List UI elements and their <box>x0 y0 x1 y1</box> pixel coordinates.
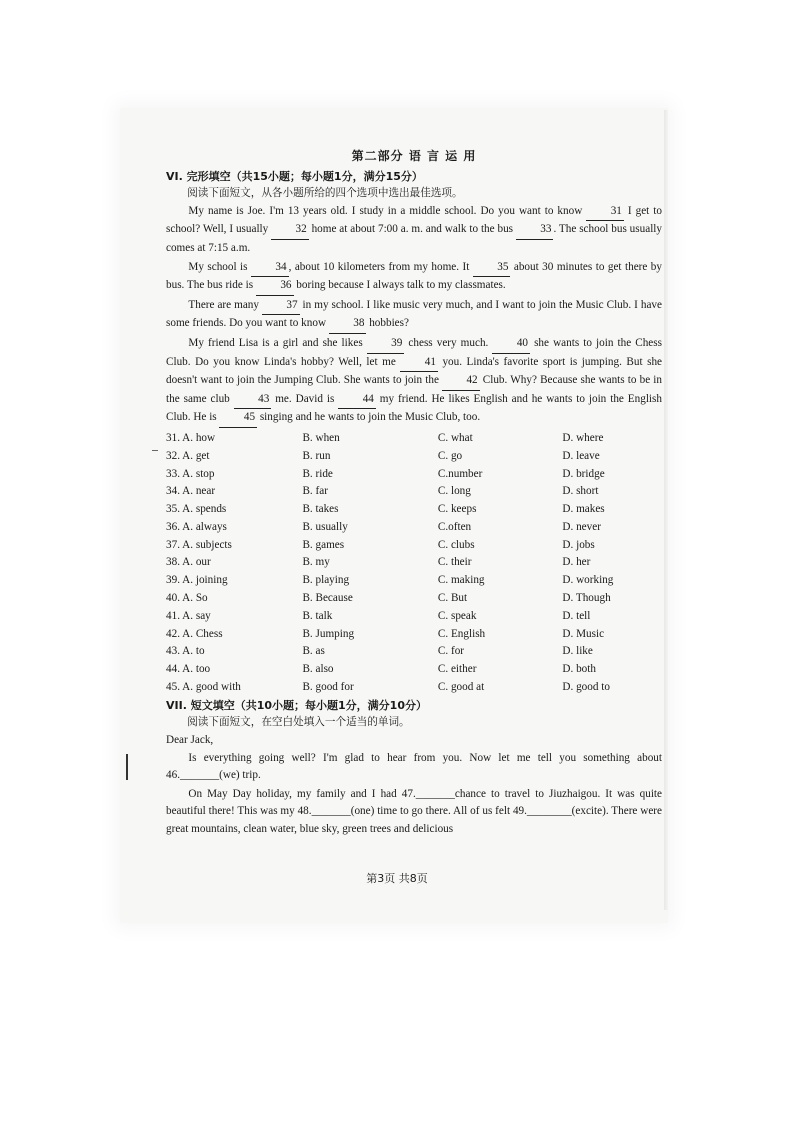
blank-33: 33 <box>516 221 554 240</box>
option-row-37 <box>166 537 662 555</box>
section-7-title: VII. 短文填空（共10小题；每小题1分，满分10分） <box>166 698 427 712</box>
blank-43: 43 <box>234 391 272 410</box>
option-row-44 <box>166 661 662 679</box>
section-6-instruction: 阅读下面短文，从各小题所给的四个选项中选出最佳选项。 <box>187 187 463 200</box>
text: chess very much. <box>404 336 493 349</box>
text: she wants to join the Chess Club. Do you know Linda's hobby? Well, let me <box>166 336 662 368</box>
option-b: B. good for <box>302 681 354 694</box>
blank-34: 34 <box>251 259 289 278</box>
option-a: 34. A. near <box>166 485 216 498</box>
option-a: 45. A. good with <box>166 681 241 694</box>
page-content <box>166 148 662 840</box>
blank-39: 39 <box>367 335 405 354</box>
option-d: D. Music <box>562 627 605 640</box>
options-list <box>166 430 662 697</box>
margin-tick-mark <box>152 450 158 451</box>
option-a: 38. A. our <box>166 556 211 569</box>
text: singing and he wants to join the Music Club, too. <box>257 411 481 424</box>
option-c: C. either <box>437 663 477 676</box>
option-b: B. Because <box>302 592 353 605</box>
text: about 30 minutes to get there by bus. The bus ride is <box>166 260 662 292</box>
option-a: 33. A. stop <box>166 467 215 480</box>
option-row-39 <box>166 572 662 590</box>
option-a: 31. A. how <box>166 431 216 444</box>
option-d: D. tell <box>562 609 591 622</box>
option-c: C. go <box>437 449 463 462</box>
text: my friend. He likes English and he wants to join the English Club. He is <box>166 392 662 424</box>
text: I get to school? Well, I usually <box>166 204 662 236</box>
blank-45: 45 <box>219 409 257 428</box>
option-c: C. long <box>437 485 471 498</box>
text: , about 10 kilometers from my home. It <box>288 260 473 273</box>
option-d: D. both <box>562 663 596 676</box>
option-c: C. But <box>437 592 468 605</box>
cloze-paragraph-3 <box>166 297 662 334</box>
option-a: 42. A. Chess <box>166 627 223 640</box>
option-row-40 <box>166 590 662 608</box>
cloze-paragraph-1 <box>166 203 662 258</box>
option-d: D. good to <box>562 681 610 694</box>
option-c: C. for <box>437 645 465 658</box>
option-b: B. games <box>302 538 345 551</box>
option-c: C. clubs <box>437 538 475 551</box>
letter-greeting: Dear Jack, <box>166 734 214 747</box>
option-c: C.number <box>437 467 483 480</box>
option-row-31 <box>166 430 662 448</box>
option-b: B. playing <box>302 574 350 587</box>
letter-paragraph-2: On May Day holiday, my family and I had 47._______chance to travel to Jiuzhaigou. It was quite beautiful there! This was my 48._______(one) time to go there. All of us felt 49.________(excite). There were great mountains, clean water, blue sky, green trees and delicious <box>166 787 662 836</box>
option-c: C. their <box>437 556 472 569</box>
option-row-36 <box>166 519 662 537</box>
option-d: D. never <box>562 520 601 533</box>
text: hobbies? <box>366 317 409 330</box>
option-b: B. far <box>302 485 328 498</box>
option-a: 32. A. get <box>166 449 210 462</box>
option-b: B. talk <box>302 609 333 622</box>
option-b: B. Jumping <box>302 627 355 640</box>
margin-pen-mark <box>126 754 128 780</box>
text: home at about 7:00 a. m. and walk to the bus <box>308 223 516 236</box>
option-b: B. when <box>302 431 340 444</box>
option-a: 43. A. to <box>166 645 205 658</box>
text: There are many <box>188 298 262 311</box>
option-row-38 <box>166 554 662 572</box>
blank-41: 41 <box>400 354 438 373</box>
blank-32: 32 <box>271 221 309 240</box>
cloze-paragraph-4 <box>166 335 662 428</box>
blank-35: 35 <box>473 259 511 278</box>
option-c: C. English <box>437 627 486 640</box>
part-title: 第二部分 语 言 运 用 <box>351 149 477 163</box>
option-a: 41. A. say <box>166 609 211 622</box>
option-d: D. Though <box>562 592 611 605</box>
option-d: D. her <box>562 556 591 569</box>
text: me. David is <box>271 392 339 405</box>
text: . The school bus usually comes at 7:15 a.m. <box>166 223 662 254</box>
option-row-42 <box>166 626 662 644</box>
option-b: B. also <box>302 663 334 676</box>
cloze-paragraph-2 <box>166 259 662 296</box>
option-row-33 <box>166 466 662 484</box>
option-row-41 <box>166 608 662 626</box>
option-c: C. keeps <box>437 503 477 516</box>
option-b: B. usually <box>302 520 348 533</box>
paper-edge-shadow <box>664 110 668 910</box>
text: My school is <box>188 260 251 273</box>
option-a: 40. A. So <box>166 592 208 605</box>
option-d: D. like <box>562 645 593 658</box>
option-c: C.often <box>437 520 472 533</box>
option-d: D. makes <box>562 503 605 516</box>
option-c: C. speak <box>437 609 477 622</box>
option-b: B. takes <box>302 503 339 516</box>
option-d: D. jobs <box>562 538 595 551</box>
option-a: 35. A. spends <box>166 503 227 516</box>
text: My name is Joe. I'm 13 years old. I study in a middle school. Do you want to know <box>188 204 587 217</box>
option-row-45 <box>166 679 662 697</box>
section-7-instruction: 阅读下面短文，在空白处填入一个适当的单词。 <box>187 716 410 729</box>
page-footer: 第3页 共8页 <box>366 872 428 885</box>
text: in my school. I like music very much, and I want to join the Music Club. I have some friends. Do you want to know <box>166 298 662 330</box>
text: Club. Why? Because she wants to be in the same club <box>166 374 662 405</box>
option-a: 36. A. always <box>166 520 227 533</box>
option-b: B. run <box>302 449 331 462</box>
option-row-32 <box>166 448 662 466</box>
option-b: B. ride <box>302 467 333 480</box>
blank-36: 36 <box>256 277 294 296</box>
blank-44: 44 <box>338 391 376 410</box>
blank-40: 40 <box>492 335 530 354</box>
option-b: B. my <box>302 556 330 569</box>
section-6-title: VI. 完形填空（共15小题；每小题1分，满分15分） <box>166 169 423 183</box>
option-d: D. where <box>562 431 604 444</box>
blank-38: 38 <box>329 315 367 334</box>
option-c: C. what <box>437 431 473 444</box>
text: you. Linda's favorite sport is jumping. But she doesn't want to join the Jumping Club. She wants to join the <box>166 355 662 387</box>
option-row-43 <box>166 643 662 661</box>
option-c: C. making <box>437 574 485 587</box>
option-b: B. as <box>302 645 325 658</box>
option-d: D. leave <box>562 449 600 462</box>
option-row-35 <box>166 501 662 519</box>
text: My friend Lisa is a girl and she likes <box>188 336 367 349</box>
letter-paragraph-1: Is everything going well? I'm glad to hear from you. Now let me tell you something about 46._______(we) trip. <box>166 751 662 782</box>
option-d: D. short <box>562 485 599 498</box>
option-c: C. good at <box>437 681 485 694</box>
option-a: 44. A. too <box>166 663 211 676</box>
blank-37: 37 <box>262 297 300 316</box>
option-a: 39. A. joining <box>166 574 228 587</box>
option-a: 37. A. subjects <box>166 538 232 551</box>
text: boring because I always talk to my classmates. <box>293 279 506 292</box>
blank-31: 31 <box>586 203 624 222</box>
blank-42: 42 <box>442 372 480 391</box>
option-d: D. bridge <box>562 467 605 480</box>
option-d: D. working <box>562 574 614 587</box>
option-row-34 <box>166 483 662 501</box>
